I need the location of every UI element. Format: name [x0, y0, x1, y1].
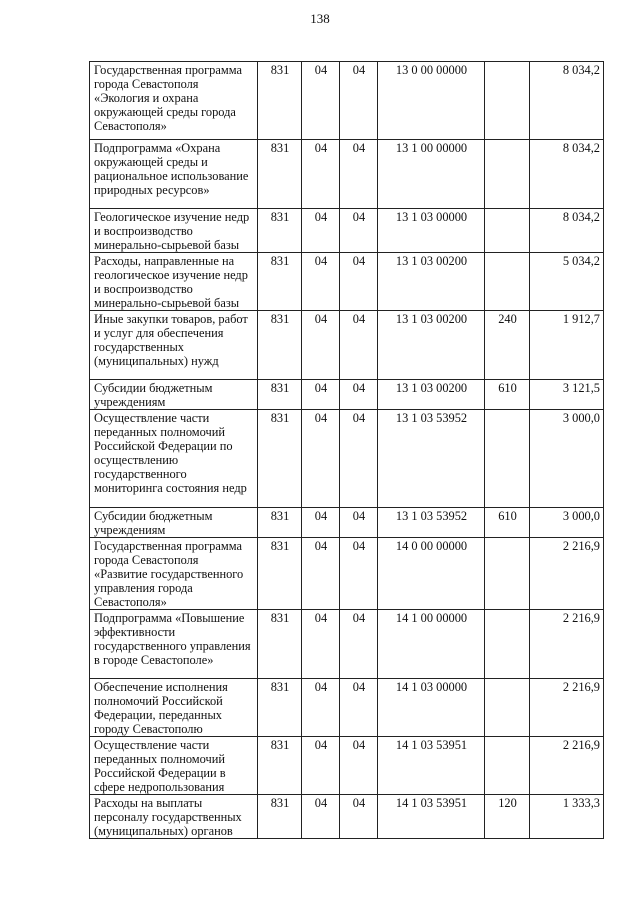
expense-type: 120 — [485, 795, 530, 839]
subsection-code: 04 — [340, 737, 378, 795]
amount: 2 216,9 — [530, 610, 604, 679]
subsection-code: 04 — [340, 538, 378, 610]
expense-type — [485, 610, 530, 679]
section-code: 04 — [302, 679, 340, 737]
table-row — [90, 209, 604, 253]
subsection-code: 04 — [340, 209, 378, 253]
item-name: Государственная программа города Севастополя «Экология и охрана окружающей среды города Севастополя» — [90, 62, 258, 140]
section-code: 04 — [302, 795, 340, 839]
subsection-code: 04 — [340, 380, 378, 410]
section-code: 04 — [302, 140, 340, 209]
table-row — [90, 508, 604, 538]
item-name: Геологическое изучение недр и воспроизводство минерально-сырьевой базы — [90, 209, 258, 253]
ministry-code: 831 — [258, 679, 302, 737]
expense-type — [485, 140, 530, 209]
amount: 2 216,9 — [530, 538, 604, 610]
target-article: 13 1 03 53952 — [378, 410, 485, 508]
table-row — [90, 380, 604, 410]
table-row — [90, 410, 604, 508]
item-name: Расходы, направленные на геологическое изучение недр и воспроизводство минерально-сырьевой базы — [90, 253, 258, 311]
amount: 8 034,2 — [530, 140, 604, 209]
item-name: Осуществление части переданных полномочий Российской Федерации в сфере недропользования — [90, 737, 258, 795]
amount: 3 121,5 — [530, 380, 604, 410]
amount: 3 000,0 — [530, 410, 604, 508]
expense-type: 610 — [485, 380, 530, 410]
expense-type: 610 — [485, 508, 530, 538]
target-article: 13 1 03 00000 — [378, 209, 485, 253]
table-row — [90, 140, 604, 209]
subsection-code: 04 — [340, 253, 378, 311]
ministry-code: 831 — [258, 253, 302, 311]
section-code: 04 — [302, 62, 340, 140]
target-article: 13 0 00 00000 — [378, 62, 485, 140]
table-row — [90, 62, 604, 140]
ministry-code: 831 — [258, 62, 302, 140]
amount: 8 034,2 — [530, 209, 604, 253]
subsection-code: 04 — [340, 311, 378, 380]
table-row — [90, 737, 604, 795]
section-code: 04 — [302, 508, 340, 538]
target-article: 13 1 03 00200 — [378, 380, 485, 410]
item-name: Иные закупки товаров, работ и услуг для обеспечения государственных (муниципальных) нужд — [90, 311, 258, 380]
amount: 1 333,3 — [530, 795, 604, 839]
expense-type — [485, 538, 530, 610]
ministry-code: 831 — [258, 610, 302, 679]
amount: 3 000,0 — [530, 508, 604, 538]
subsection-code: 04 — [340, 410, 378, 508]
item-name: Государственная программа города Севастополя «Развитие государственного управления города Севастополя» — [90, 538, 258, 610]
section-code: 04 — [302, 610, 340, 679]
table-row — [90, 311, 604, 380]
ministry-code: 831 — [258, 311, 302, 380]
table-row — [90, 610, 604, 679]
ministry-code: 831 — [258, 140, 302, 209]
section-code: 04 — [302, 311, 340, 380]
item-name: Субсидии бюджетным учреждениям — [90, 508, 258, 538]
target-article: 13 1 03 00200 — [378, 311, 485, 380]
item-name: Обеспечение исполнения полномочий Российской Федерации, переданных городу Севастополю — [90, 679, 258, 737]
item-name: Осуществление части переданных полномочий Российской Федерации по осуществлению государственного мониторинга состояния недр — [90, 410, 258, 508]
subsection-code: 04 — [340, 795, 378, 839]
target-article: 14 1 03 00000 — [378, 679, 485, 737]
target-article: 13 1 03 00200 — [378, 253, 485, 311]
section-code: 04 — [302, 380, 340, 410]
section-code: 04 — [302, 737, 340, 795]
subsection-code: 04 — [340, 62, 378, 140]
section-code: 04 — [302, 253, 340, 311]
item-name: Подпрограмма «Повышение эффективности государственного управления в городе Севастополе» — [90, 610, 258, 679]
target-article: 14 1 03 53951 — [378, 737, 485, 795]
ministry-code: 831 — [258, 538, 302, 610]
expense-type: 240 — [485, 311, 530, 380]
ministry-code: 831 — [258, 795, 302, 839]
page-number: 138 — [310, 11, 330, 26]
item-name: Подпрограмма «Охрана окружающей среды и рациональное использование природных ресурсов» — [90, 140, 258, 209]
target-article: 14 1 00 00000 — [378, 610, 485, 679]
table-row — [90, 679, 604, 737]
table-row — [90, 538, 604, 610]
ministry-code: 831 — [258, 410, 302, 508]
ministry-code: 831 — [258, 737, 302, 795]
subsection-code: 04 — [340, 508, 378, 538]
amount: 5 034,2 — [530, 253, 604, 311]
expense-type — [485, 737, 530, 795]
subsection-code: 04 — [340, 140, 378, 209]
ministry-code: 831 — [258, 380, 302, 410]
section-code: 04 — [302, 538, 340, 610]
item-name: Субсидии бюджетным учреждениям — [90, 380, 258, 410]
target-article: 14 1 03 53951 — [378, 795, 485, 839]
table-row — [90, 795, 604, 839]
expense-type — [485, 253, 530, 311]
table-row — [90, 253, 604, 311]
expense-type — [485, 209, 530, 253]
section-code: 04 — [302, 410, 340, 508]
expense-type — [485, 679, 530, 737]
expense-type — [485, 410, 530, 508]
target-article: 13 1 03 53952 — [378, 508, 485, 538]
subsection-code: 04 — [340, 679, 378, 737]
expense-type — [485, 62, 530, 140]
amount: 1 912,7 — [530, 311, 604, 380]
amount: 2 216,9 — [530, 679, 604, 737]
amount: 8 034,2 — [530, 62, 604, 140]
section-code: 04 — [302, 209, 340, 253]
target-article: 13 1 00 00000 — [378, 140, 485, 209]
target-article: 14 0 00 00000 — [378, 538, 485, 610]
ministry-code: 831 — [258, 508, 302, 538]
amount: 2 216,9 — [530, 737, 604, 795]
ministry-code: 831 — [258, 209, 302, 253]
budget-table — [89, 61, 604, 839]
subsection-code: 04 — [340, 610, 378, 679]
item-name: Расходы на выплаты персоналу государственных (муниципальных) органов — [90, 795, 258, 839]
